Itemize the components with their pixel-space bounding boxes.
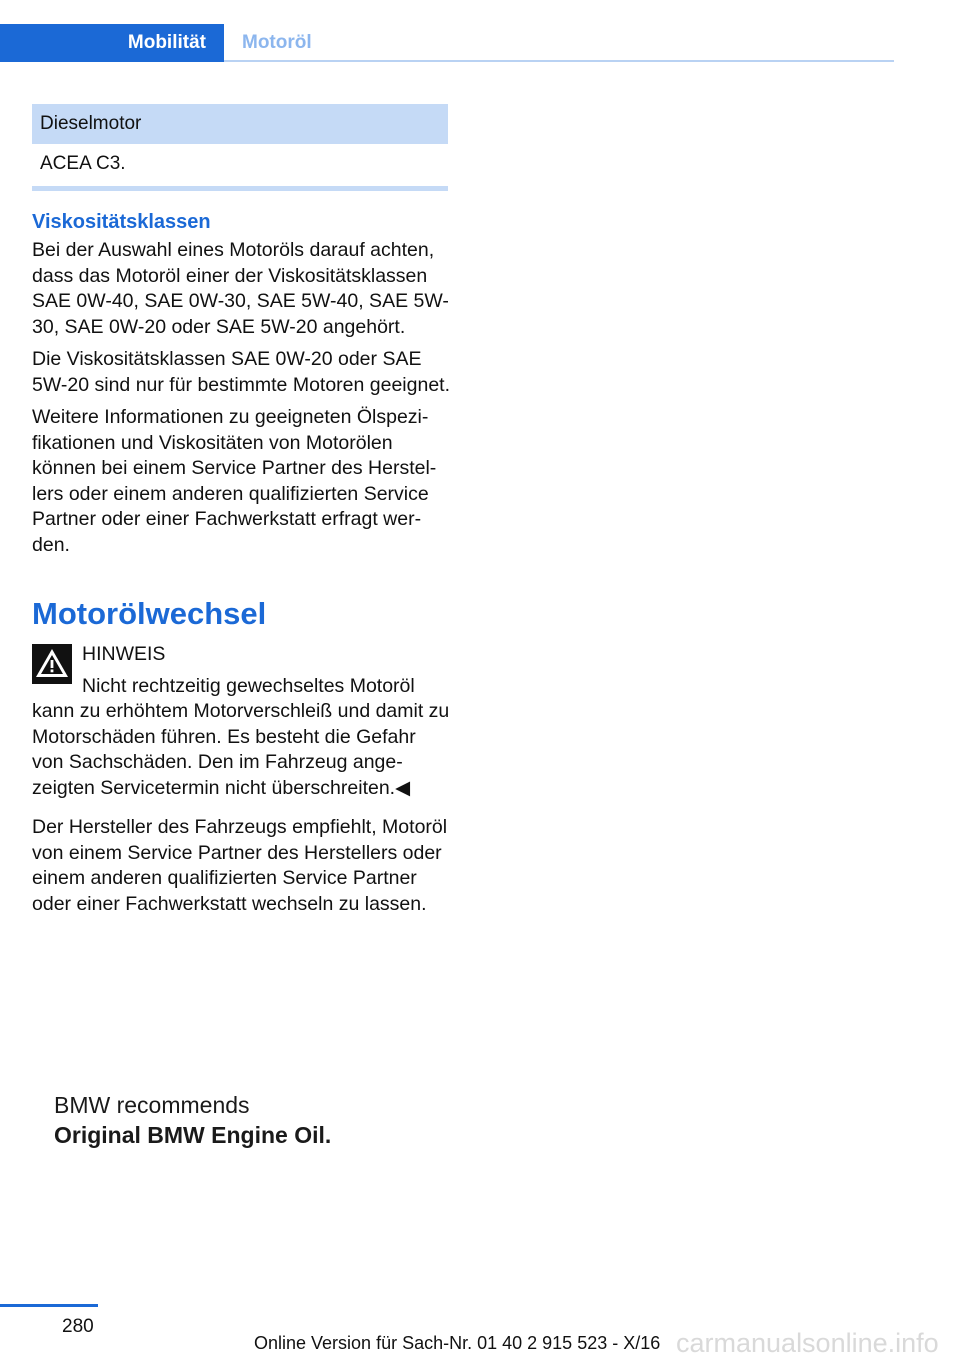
watermark: carmanualsonline.info	[676, 1328, 939, 1358]
oil-change-paragraph: Der Hersteller des Fahrzeugs empfiehlt, Motoröl von einem Service Partner des Herstellers oder einem anderen qualifizierten Service Partner oder einer Fachwerkstatt wechseln zu lassen.	[32, 816, 448, 915]
warning-triangle-icon	[32, 644, 72, 684]
footer-note: Online Version für Sach-Nr. 01 40 2 915 523 - X/16	[254, 1333, 661, 1353]
notice-title: HINWEIS	[82, 643, 166, 665]
spec-table-cell: ACEA C3.	[40, 153, 126, 174]
bmw-oil-advert	[54, 1090, 474, 1150]
spec-table-bottom-rule	[32, 186, 448, 191]
oil-change-heading: Motorölwechsel	[32, 596, 267, 631]
spec-table-header: Dieselmotor	[32, 104, 448, 144]
page-header	[0, 24, 894, 62]
tab-motoroel-label: Motoröl	[242, 32, 312, 53]
footer-rule	[0, 1304, 98, 1307]
tab-mobilitaet-label: Mobilität	[127, 32, 206, 53]
spec-table	[32, 104, 448, 191]
notice-box	[32, 642, 452, 801]
page-number: 280	[62, 1316, 94, 1337]
viscosity-paragraph-1: Bei der Auswahl eines Motoröls darauf achten, dass das Motoröl einer der Viskositätsklassen SAE 0W-40, SAE 0W-30, SAE 5W-40, SAE 5W-30, SAE 0W-20 oder SAE 5W-20 angehört.	[32, 239, 449, 338]
tab-motoroel[interactable]	[224, 24, 894, 62]
viscosity-paragraph-2: Die Viskositätsklassen SAE 0W-20 oder SAE 5W-20 sind nur für bestimmte Motoren geeignet.	[32, 348, 451, 396]
main-content	[32, 208, 452, 924]
tab-mobilitaet[interactable]	[0, 24, 224, 62]
header-divider	[224, 60, 894, 62]
viscosity-paragraph-3: Weitere Informationen zu geeigneten Ölspezifikationen und Viskositäten von Motorölen können bei einem Service Partner des Herstellers oder einem anderen qualifizierten Service Partner oder einer Fachwerkstatt erfragt werden.	[32, 406, 437, 556]
advert-line-1: BMW recommends	[54, 1092, 250, 1118]
notice-text: Nicht rechtzeitig gewechseltes Motoröl kann zu erhöhtem Motorverschleiß und damit zu Motorschäden führen. Es besteht die Gefahr von Sachschäden. Den im Fahrzeug angezeigten Servicetermin nicht überschreiten.◀	[32, 674, 450, 799]
viscosity-heading: Viskositätsklassen	[32, 211, 211, 233]
advert-line-2: Original BMW Engine Oil.	[54, 1122, 332, 1148]
